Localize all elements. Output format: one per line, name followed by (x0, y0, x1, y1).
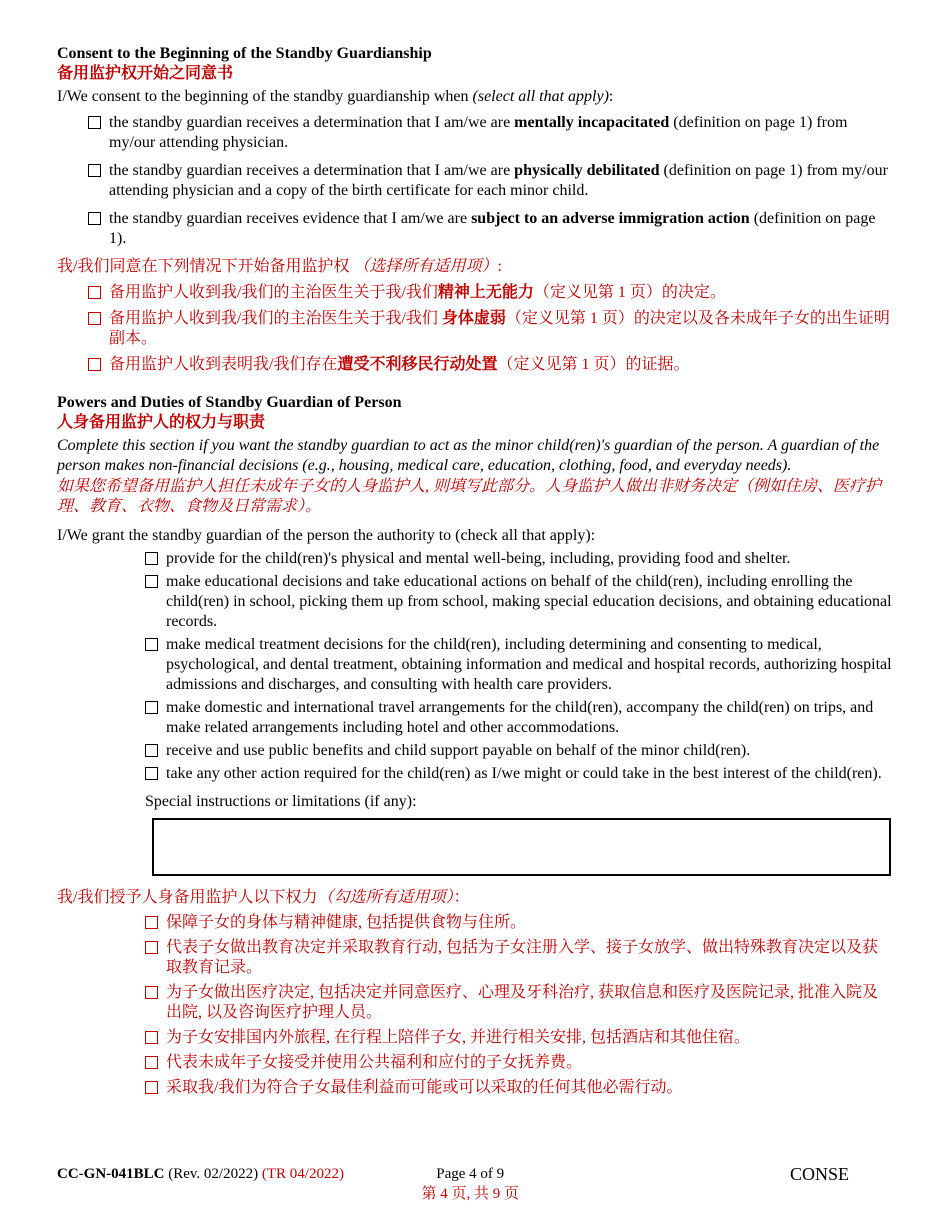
section-heading-zh: 备用监护权开始之同意书 (57, 65, 234, 82)
intro-text: 我/我们授予人身备用监护人以下权力 (57, 889, 318, 906)
checkbox-label: make medical treatment decisions for the child(ren), including determining and consenting to medical, psychological, and dental treatment, obtaining information and medical and hospital records, authorizing hospital admissions and discharges, and consulting with health care providers. (166, 636, 892, 693)
checkbox-adverse-immigration-action-zh[interactable] (88, 358, 101, 371)
consent-intro-zh (57, 257, 893, 277)
corner-text: CONSE (789, 1164, 849, 1184)
checkbox-other-action[interactable] (145, 767, 158, 780)
checkbox-physically-debilitated[interactable] (88, 164, 101, 177)
checkbox-educational-zh[interactable] (145, 941, 158, 954)
intro-italic: （勾选所有适用项） (317, 889, 454, 906)
section-heading-zh: 人身备用监护人的权力与职责 (57, 414, 266, 431)
checkbox-label: 采取我/我们为符合子女最佳利益而可能或可以采取的任何其他必需行动。 (166, 1079, 683, 1096)
checkbox-medical-zh[interactable] (145, 986, 158, 999)
checkbox-label (109, 355, 893, 375)
power-option-row-zh (145, 1053, 893, 1073)
checkbox-physically-debilitated-zh[interactable] (88, 312, 101, 325)
label-text: (definition on page 1). (109, 210, 876, 247)
label-bold: mentally incapacitated (514, 114, 670, 131)
label-text: （定义见第 1 页）的决定。 (533, 284, 726, 301)
consent-option-row-zh (88, 309, 893, 349)
label-text: 备用监护人收到表明我/我们存在 (109, 356, 338, 373)
grant-intro-en: I/We grant the standby guardian of the person the authority to (check all that apply): (57, 527, 596, 544)
section-heading-en: Consent to the Beginning of the Standby Guardianship (57, 45, 432, 62)
page-footer (57, 1164, 893, 1204)
special-instructions-input[interactable] (152, 818, 891, 876)
checkbox-adverse-immigration-action[interactable] (88, 212, 101, 225)
checkbox-medical[interactable] (145, 638, 158, 651)
label-text: the standby guardian receives a determination that I am/we are (109, 114, 515, 131)
intro-text: I/We consent to the beginning of the standby guardianship when (57, 88, 473, 105)
checkbox-label (109, 113, 893, 153)
checkbox-mentally-incapacitated[interactable] (88, 116, 101, 129)
checkbox-travel[interactable] (145, 701, 158, 714)
intro-text: 我/我们同意在下列情况下开始备用监护权 (57, 258, 354, 275)
checkbox-label: take any other action required for the child(ren) as I/we might or could take in the best interest of the child(ren). (166, 765, 882, 782)
power-option-row (145, 741, 893, 761)
checkbox-educational[interactable] (145, 575, 158, 588)
intro-text: : (608, 88, 614, 105)
form-tr-note: (TR 04/2022) (261, 1166, 344, 1182)
power-option-row-zh (145, 983, 893, 1023)
power-option-row (145, 698, 893, 738)
power-option-row-zh (145, 938, 893, 978)
special-instructions-label: Special instructions or limitations (if any): (145, 793, 417, 810)
label-text: (definition on page 1) from my/our attending physician and a copy of the birth certificate for each minor child. (109, 162, 888, 199)
consent-option-row (88, 209, 893, 249)
instruction-note-zh: 如果您希望备用监护人担任未成年子女的人身监护人, 则填写此部分。人身监护人做出非财务决定（例如住房、医疗护理、教育、衣物、食物及日常需求）。 (57, 478, 882, 515)
consent-option-row (88, 161, 893, 201)
checkbox-wellbeing[interactable] (145, 552, 158, 565)
checkbox-other-action-zh[interactable] (145, 1081, 158, 1094)
section-powers-duties (57, 393, 893, 1098)
consent-option-row-zh (88, 355, 893, 375)
checkbox-label (109, 283, 893, 303)
checkbox-public-benefits[interactable] (145, 744, 158, 757)
form-number-block (57, 1164, 344, 1184)
label-text: 备用监护人收到我/我们的主治医生关于我/我们 (109, 284, 438, 301)
checkbox-label: make educational decisions and take educational actions on behalf of the child(ren), including enrolling the child(ren) in school, picking them up from school, making special education decisions, and obtaining educational records. (166, 573, 892, 630)
section-consent (57, 44, 893, 375)
checkbox-label: 代表子女做出教育决定并采取教育行动, 包括为子女注册入学、接子女放学、做出特殊教育决定以及获取教育记录。 (166, 939, 879, 976)
power-option-row-zh (145, 1028, 893, 1048)
checkbox-label: 为子女做出医疗决定, 包括决定并同意医疗、心理及牙科治疗, 获取信息和医疗及医院记录, 批准入院及出院, 以及咨询医疗护理人员。 (166, 984, 879, 1021)
label-bold: 遭受不利移民行动处置 (337, 356, 498, 373)
label-bold: subject to an adverse immigration action (471, 210, 750, 227)
power-option-row (145, 549, 893, 569)
checkbox-travel-zh[interactable] (145, 1031, 158, 1044)
power-option-row (145, 635, 893, 695)
label-text: the standby guardian receives a determination that I am/we are (109, 162, 515, 179)
consent-option-row (88, 113, 893, 153)
checkbox-label: 代表未成年子女接受并使用公共福利和应付的子女抚养费。 (166, 1054, 583, 1071)
checkbox-label (109, 161, 893, 201)
checkbox-label: 保障子女的身体与精神健康, 包括提供食物与住所。 (166, 914, 527, 931)
form-number: CC-GN-041BLC (57, 1166, 165, 1182)
label-text: （定义见第 1 页）的决定以及各未成年子女的出生证明副本。 (109, 310, 890, 347)
checkbox-label: 为子女安排国内外旅程, 在行程上陪伴子女, 并进行相关安排, 包括酒店和其他住宿。 (166, 1029, 751, 1046)
page-number-en: Page 4 of 9 (436, 1166, 505, 1182)
form-revision: (Rev. 02/2022) (168, 1166, 259, 1182)
label-text: (definition on page 1) from my/our attending physician. (109, 114, 848, 151)
power-option-row-zh (145, 913, 893, 933)
checkbox-label: provide for the child(ren)'s physical and mental well-being, including, providing food and shelter. (166, 550, 791, 567)
label-text: the standby guardian receives evidence that I am/we are (109, 210, 472, 227)
label-bold: 精神上无能力 (437, 284, 534, 301)
checkbox-wellbeing-zh[interactable] (145, 916, 158, 929)
grant-intro-zh (57, 888, 893, 908)
checkbox-public-benefits-zh[interactable] (145, 1056, 158, 1069)
intro-italic: (select all that apply) (472, 88, 609, 105)
page-number-block (344, 1164, 597, 1204)
intro-text: : (497, 258, 502, 275)
label-text: （定义见第 1 页）的证据。 (497, 356, 690, 373)
checkbox-label (109, 209, 893, 249)
power-option-row (145, 764, 893, 784)
checkbox-label: receive and use public benefits and child support payable on behalf of the minor child(ren). (166, 742, 751, 759)
label-text: 备用监护人收到我/我们的主治医生关于我/我们 (109, 310, 442, 327)
page-number-zh: 第 4 页, 共 9 页 (421, 1186, 519, 1202)
checkbox-label (109, 309, 893, 349)
section-heading-en: Powers and Duties of Standby Guardian of Person (57, 394, 402, 411)
intro-text: ： (453, 889, 470, 906)
power-option-row-zh (145, 1078, 893, 1098)
consent-option-row-zh (88, 283, 893, 303)
intro-italic: （选择所有适用项） (353, 258, 498, 275)
checkbox-mentally-incapacitated-zh[interactable] (88, 286, 101, 299)
instruction-note-en: Complete this section if you want the standby guardian to act as the minor child(ren)'s guardian of the person. A guardian of the person makes non-financial decisions (e.g., housing, medical care, education, clothing, food, and everyday needs). (57, 437, 880, 474)
power-option-row (145, 572, 893, 632)
checkbox-label: make domestic and international travel arrangements for the child(ren), accompany the child(ren) on trips, and make related arrangements including hotel and other accommodations. (166, 699, 874, 736)
consent-intro-en (57, 87, 893, 107)
label-bold: physically debilitated (514, 162, 660, 179)
label-bold: 身体虚弱 (441, 310, 506, 327)
